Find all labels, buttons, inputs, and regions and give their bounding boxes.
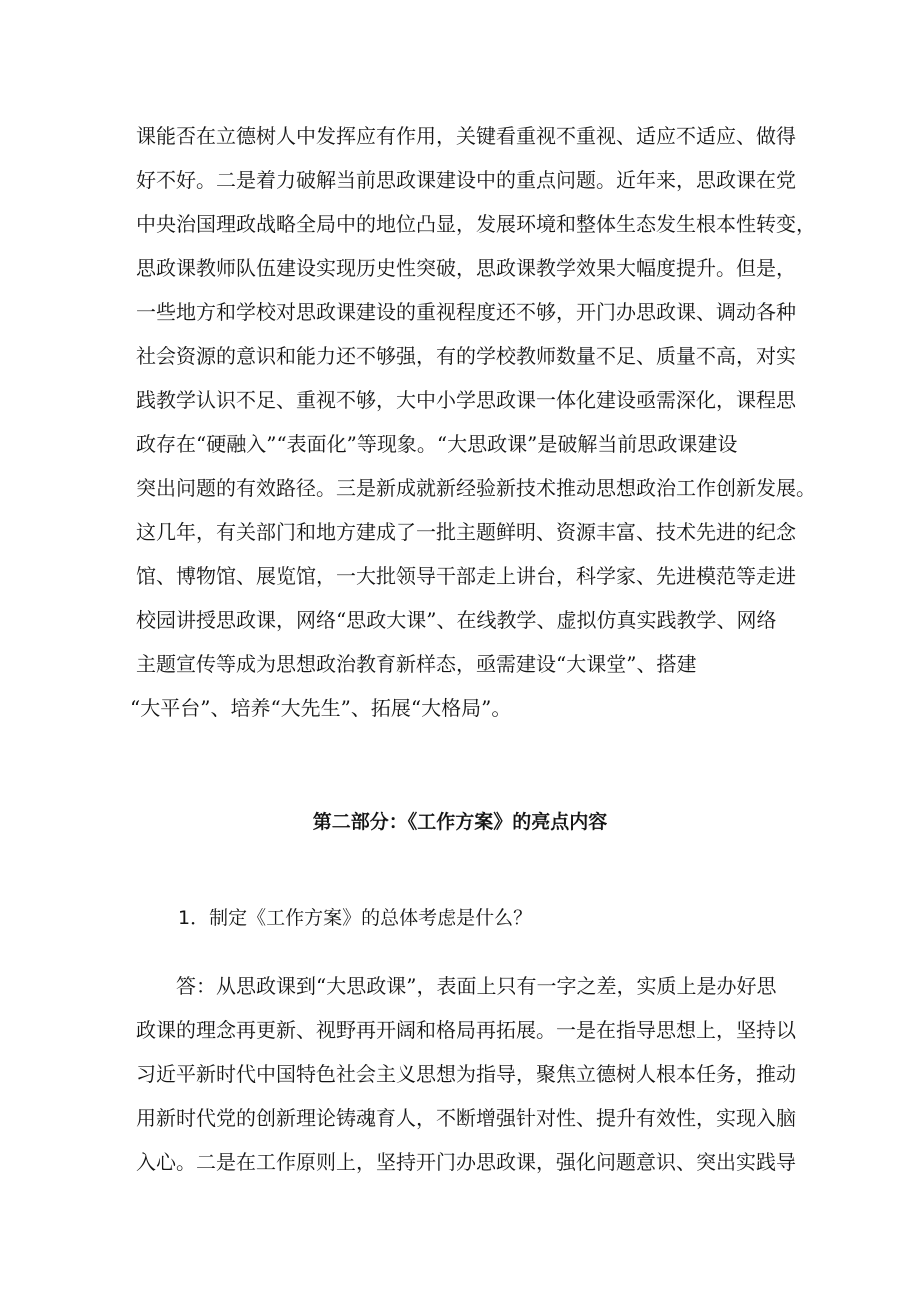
paragraph-line: “大平台”、培养“大先生”、拓展“大格局”。	[130, 696, 512, 720]
paragraph-line: 中央治国理政战略全局中的地位凸显，发展环境和整体生态发生根本性转变，	[136, 212, 816, 236]
paragraph-line: 课能否在立德树人中发挥应有作用，关键看重视不重视、适应不适应、做得	[136, 124, 796, 148]
paragraph-line: 社会资源的意识和能力还不够强，有的学校教师数量不足、质量不高，对实	[136, 344, 796, 368]
answer-line: 习近平新时代中国特色社会主义思想为指导，聚焦立德树人根本任务，推动	[136, 1062, 796, 1086]
answer-line: 用新时代党的创新理论铸魂育人，不断增强针对性、提升有效性，实现入脑	[136, 1106, 796, 1130]
paragraph-line: 馆、博物馆、展览馆，一大批领导干部走上讲台，科学家、先进模范等走进	[136, 564, 796, 588]
paragraph-line: 好不好。二是着力破解当前思政课建设中的重点问题。近年来，思政课在党	[136, 168, 796, 192]
paragraph-line: 践教学认识不足、重视不够，大中小学思政课一体化建设亟需深化，课程思	[136, 388, 796, 412]
paragraph-line: 一些地方和学校对思政课建设的重视程度还不够，开门办思政课、调动各种	[136, 300, 796, 324]
paragraph-line: 主题宣传等成为思想政治教育新样态，亟需建设“大课堂”、搭建	[136, 652, 697, 676]
answer-line: 入心。二是在工作原则上，坚持开门办思政课，强化问题意识、突出实践导	[136, 1150, 796, 1174]
answer-line: 政课的理念再更新、视野再开阔和格局再拓展。一是在指导思想上，坚持以	[136, 1018, 796, 1042]
question-heading: 1．制定《工作方案》的总体考虑是什么？	[178, 907, 533, 929]
paragraph-line: 这几年，有关部门和地方建成了一批主题鲜明、资源丰富、技术先进的纪念	[136, 520, 796, 544]
section-heading: 第二部分：《工作方案》的亮点内容	[312, 811, 608, 833]
paragraph-line: 思政课教师队伍建设实现历史性突破，思政课教学效果大幅度提升。但是，	[136, 256, 796, 280]
paragraph-line: 政存在“硬融入”“表面化”等现象。“大思政课”是破解当前思政课建设	[136, 432, 738, 456]
paragraph-line: 校园讲授思政课，网络“思政大课”、在线教学、虚拟仿真实践教学、网络	[136, 608, 777, 632]
answer-line: 答：从思政课到“大思政课”，表面上只有一字之差，实质上是办好思	[176, 974, 777, 998]
paragraph-line: 突出问题的有效路径。三是新成就新经验新技术推动思想政治工作创新发展。	[136, 476, 816, 500]
